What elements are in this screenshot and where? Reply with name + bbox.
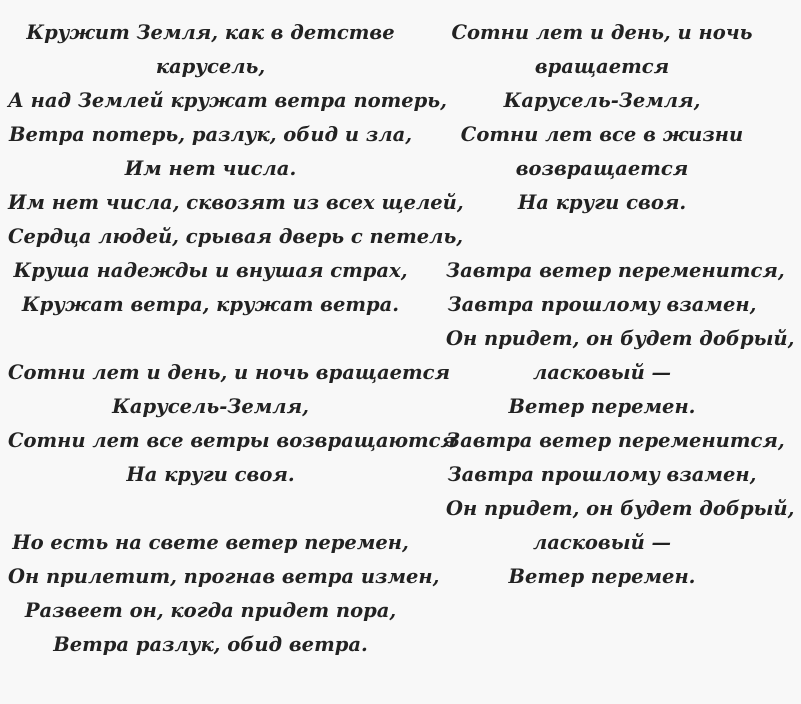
text-line: А над Землей кружат ветра потерь, bbox=[8, 89, 447, 112]
text-line: Им нет числа, сквозят из всех щелей, bbox=[8, 191, 464, 214]
text-line: ласковый — bbox=[532, 531, 672, 554]
text-line: Им нет числа. bbox=[124, 157, 297, 180]
text-line: На круги своя. bbox=[517, 191, 687, 214]
text-line: Кружит Земля, как в детстве bbox=[26, 21, 395, 44]
text-line: Завтра ветер переменится, bbox=[446, 429, 785, 452]
text-line: Круша надежды и внушая страх, bbox=[13, 259, 408, 282]
text-line: карусель, bbox=[155, 55, 266, 78]
text-line: возвращается bbox=[515, 157, 689, 180]
text-line: Ветра потерь, разлук, обид и зла, bbox=[8, 123, 413, 146]
text-line: Но есть на свете ветер перемен, bbox=[12, 531, 409, 554]
text-line: Карусель-Земля, bbox=[112, 395, 309, 418]
text-line: Сердца людей, срывая дверь с петель, bbox=[8, 225, 464, 248]
text-line: Завтра прошлому взамен, bbox=[447, 463, 757, 486]
text-line: Он придет, он будет добрый, bbox=[446, 497, 795, 520]
text-line: Он придет, он будет добрый, bbox=[446, 327, 795, 350]
text-line: Развеет он, когда придет пора, bbox=[24, 599, 397, 622]
text-line: ласковый — bbox=[532, 361, 672, 384]
text-line: Карусель-Земля, bbox=[503, 89, 701, 112]
stanza-gap bbox=[446, 220, 758, 254]
right-column bbox=[446, 16, 795, 594]
text-line: Ветер перемен. bbox=[508, 395, 696, 418]
text-line: Ветер перемен. bbox=[508, 565, 696, 588]
stanza-gap bbox=[8, 322, 413, 356]
text-line: Сотни лет все ветры возвращаются bbox=[8, 429, 457, 452]
text-line: Сотни лет все в жизни bbox=[460, 123, 744, 146]
text-line: Ветра разлук, обид ветра. bbox=[53, 633, 368, 656]
text-line: Он прилетит, прогнав ветра измен, bbox=[8, 565, 440, 588]
text-line: На круги своя. bbox=[126, 463, 295, 486]
text-line: Сотни лет и день, и ночь bbox=[451, 21, 753, 44]
text-line: Завтра ветер переменится, bbox=[446, 259, 785, 282]
text-line: Кружат ветра, кружат ветра. bbox=[21, 293, 400, 316]
text-line: Сотни лет и день, и ночь вращается bbox=[8, 361, 451, 384]
stanza-gap bbox=[8, 492, 413, 526]
text-line: вращается bbox=[534, 55, 670, 78]
text-line: Завтра прошлому взамен, bbox=[447, 293, 757, 316]
left-column bbox=[8, 16, 464, 662]
